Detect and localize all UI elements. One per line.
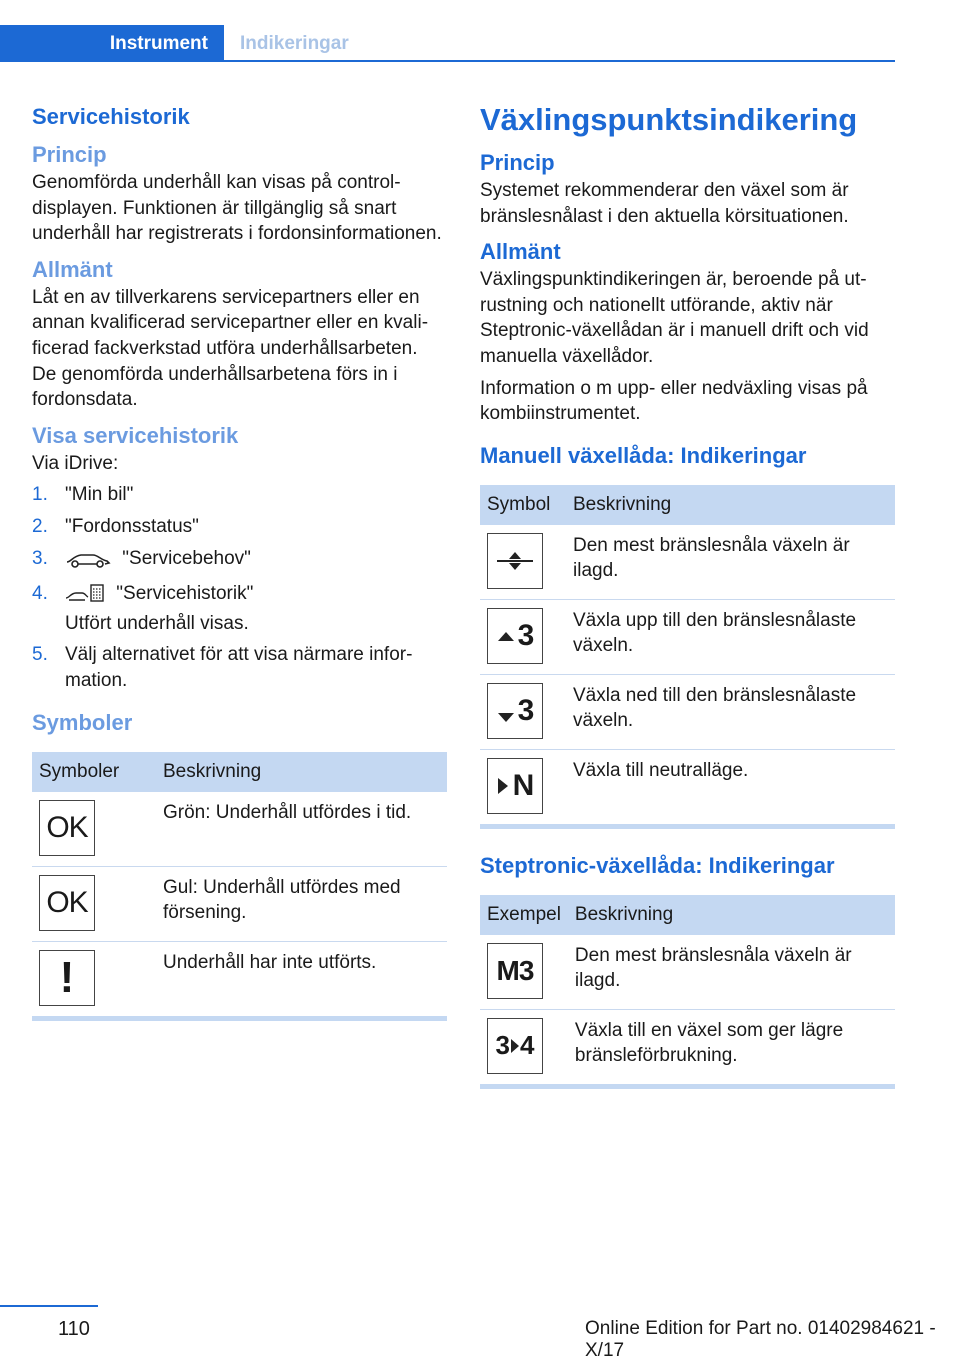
car-service-icon — [65, 550, 111, 576]
top-navigation — [0, 25, 895, 62]
tab-indikeringar[interactable]: Indikeringar — [240, 33, 349, 54]
column-header: Symboler — [32, 752, 156, 792]
service-history-icon — [65, 583, 105, 611]
tab-instrument[interactable] — [0, 25, 224, 62]
table-row: 3 Växla ned till den bränslesnålaste växeln. — [480, 674, 895, 749]
column-header: Beskrivning — [568, 895, 895, 935]
left-column — [32, 102, 447, 1021]
manual-gearbox-table — [480, 485, 895, 824]
right-column — [480, 100, 895, 1089]
right-principle-text: Systemet rekommenderar den växel som är bränslesnålast i den aktuella körsituationen. — [480, 180, 849, 227]
right-general-text-2: Information o m upp- eller nedväxling visas på kombiinstrumentet. — [480, 377, 868, 425]
show-history-heading: Visa servicehistorik — [32, 422, 239, 448]
steps-list — [32, 482, 447, 693]
manual-gear-icon: M3 — [487, 943, 543, 999]
table-end-rule — [32, 1016, 447, 1021]
table-row: ! Underhåll har inte utförts. — [32, 941, 447, 1016]
gear-change-icon: 3 4 — [487, 1018, 543, 1074]
table-row: N Växla till neutralläge. — [480, 749, 895, 824]
column-header: Beskrivning — [156, 752, 447, 792]
right-general-text-1: Växlingspunktindikeringen är, beroende på utrustning och nationellt utförande, aktiv när Steptronic-växellådan är i manuell drift och vid manuella växellådor. — [480, 269, 869, 367]
tab-instrument-label: Instrument — [109, 33, 208, 54]
exclamation-icon: ! — [39, 950, 95, 1006]
table-header — [32, 752, 447, 792]
column-header: Beskrivning — [566, 485, 895, 525]
list-item: 2. "Fordonsstatus" — [32, 515, 199, 537]
steptronic-table — [480, 895, 895, 1084]
table-row: Den mest bränslesnåla växeln är ilagd. — [480, 525, 895, 600]
list-item: 5. Välj alternativet för att visa närmare information. — [32, 644, 413, 691]
table-row: OK Grön: Underhåll utfördes i tid. — [32, 792, 447, 867]
table-row: M3 Den mest bränslesnåla växeln är ilagd. — [480, 935, 895, 1010]
right-principle-heading: Princip — [480, 150, 555, 175]
table-end-rule — [480, 1084, 895, 1089]
shift-down-icon: 3 — [487, 683, 543, 739]
shift-indicator-title: Växlingspunktsindikering — [480, 102, 858, 137]
steptronic-heading: Steptronic-växellåda: Indikeringar — [480, 852, 835, 878]
list-item: 3. "Servicebehov" — [32, 546, 447, 576]
table-row: OK Gul: Underhåll utfördes med försening. — [32, 866, 447, 941]
neutral-icon: N — [487, 758, 543, 814]
column-header: Exempel — [480, 895, 568, 935]
table-row: 3 4 Växla till en växel som ger lägre bränsleförbrukning. — [480, 1009, 895, 1084]
nav-rule — [0, 60, 895, 62]
left-principle-text: Genomförda underhåll kan visas på controldisplayen. Funktionen är tillgänglig så snart underhåll har registrerats i fordonsinformationen. — [32, 172, 442, 245]
page-number: 110 — [58, 1318, 90, 1340]
manual-gearbox-heading: Manuell växellåda: Indikeringar — [480, 442, 807, 468]
footer-rule — [0, 1305, 98, 1307]
list-item: 4. "Servicehistorik" Utfört underhåll visas. — [32, 583, 254, 634]
table-header — [480, 485, 895, 525]
service-history-title: Servicehistorik — [32, 104, 190, 129]
symbols-heading: Symboler — [32, 709, 133, 735]
symbols-table — [32, 752, 447, 1016]
list-item: 1. "Min bil" — [32, 484, 134, 506]
shift-up-icon: 3 — [487, 608, 543, 664]
left-principle-heading: Princip — [32, 142, 107, 167]
right-general-heading: Allmänt — [480, 239, 561, 265]
ok-green-icon: OK — [39, 800, 95, 856]
table-row: 3 Växla upp till den bränslesnålaste växeln. — [480, 599, 895, 674]
gear-optimal-icon — [487, 533, 543, 589]
left-general-text: Låt en av tillverkarens servicepartners eller en annan kvalificerad servicepartner eller en kvalificerad fackverkstad utföra underhållsarbeten. De genomförda underhållsarbetena förs in i fordonsdata. — [32, 286, 429, 411]
left-general-heading: Allmänt — [32, 256, 113, 282]
edition-note: Online Edition for Part no. 01402984621 - X/17 — [585, 1318, 936, 1361]
ok-yellow-icon: OK — [39, 875, 95, 931]
step-4-result: Utfört underhåll visas. — [65, 612, 249, 634]
via-idrive: Via iDrive: — [32, 452, 119, 474]
column-header: Symbol — [480, 485, 566, 525]
table-header — [480, 895, 895, 935]
